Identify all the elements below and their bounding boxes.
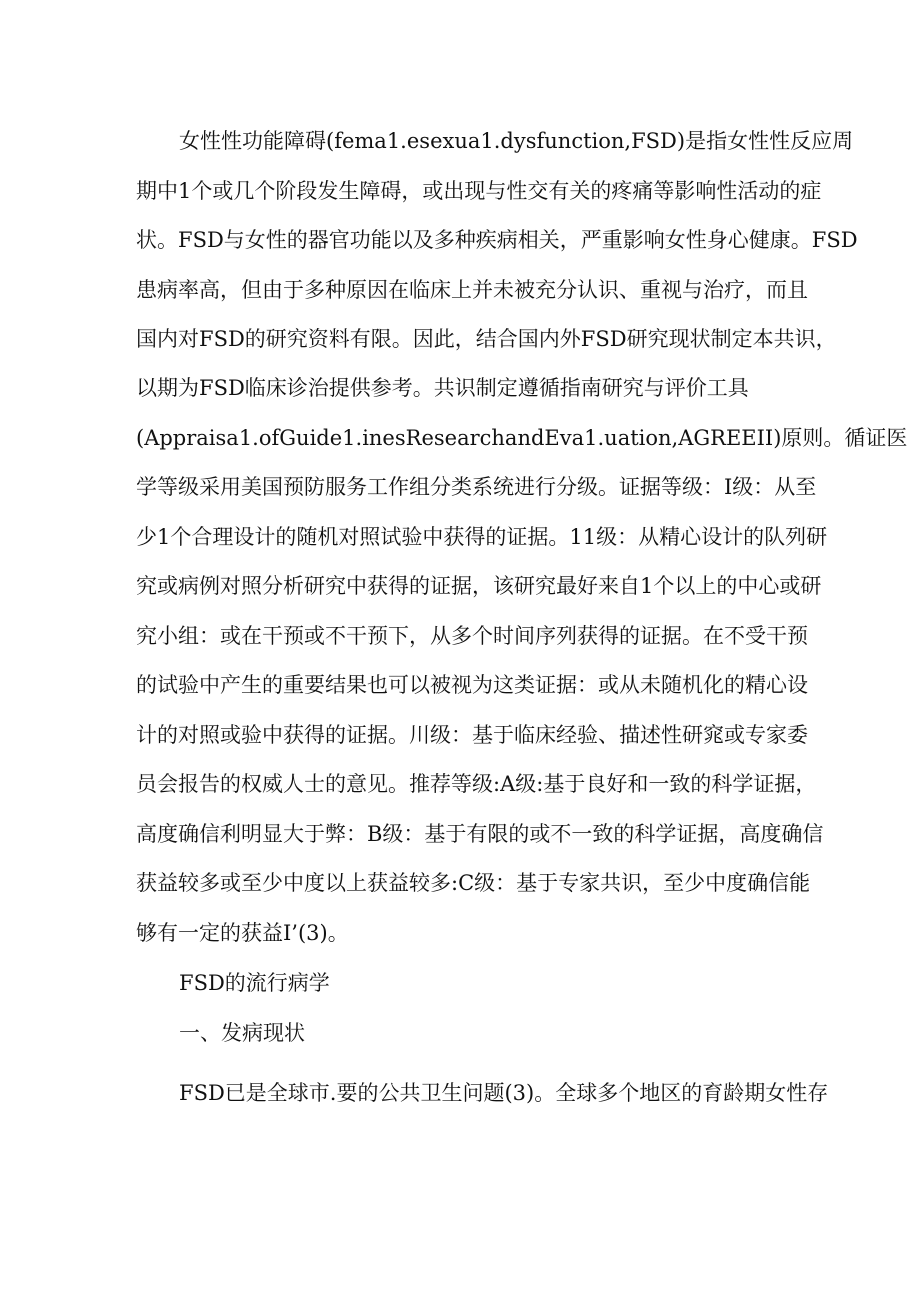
paragraph1-line-9: 少1个合理设计的随机对照试验中获得的证据。11级：从精心设计的队列研 [136, 525, 828, 549]
subsection-heading: 一、发病现状 [179, 1021, 305, 1045]
paragraph1-line-7: (Appraisa1.ofGuide1.inesResearchandEva1.uation,AGREEII)原则。循证医 [136, 426, 908, 450]
paragraph1-line-16: 获益较多或至少中度以上获益较多:C级：基于专家共识，至少中度确信能 [136, 871, 811, 895]
paragraph1-line-15: 高度确信利明显大于弊：B级：基于有限的或不一致的科学证据，高度确信 [136, 822, 824, 846]
paragraph1-line-11: 究小组：或在干预或不干预下，从多个时间序列获得的证据。在不受干预 [136, 624, 808, 648]
paragraph1-line-5: 国内对FSD的研究资料有限。因此，结合国内外FSD研究现状制定本共识， [136, 327, 837, 351]
paragraph1-line-12: 的试验中产生的重要结果也可以被视为这类证据：或从未随机化的精心设 [136, 673, 808, 697]
paragraph1-line-10: 究或病例对照分析研究中获得的证据，该研究最好来自1个以上的中心或研 [136, 574, 822, 598]
section-heading: FSD的流行病学 [179, 971, 330, 995]
paragraph1-line-2: 期中1个或几个阶段发生障碍，或出现与性交有关的疼痛等影响性活动的症 [136, 179, 822, 203]
paragraph1-line-13: 计的对照或验中获得的证据。川级：基于临床经验、描述性研窕或专家委 [136, 723, 808, 747]
paragraph2-line-1: FSD已是全球市.要的公共卫生问题(3)。全球多个地区的育龄期女性存 [179, 1081, 829, 1105]
paragraph1-line-4: 患病率高，但由于多种原因在临床上并未被充分认识、重视与治疗，而且 [136, 278, 808, 302]
paragraph1-line-3: 状。FSD与女性的器官功能以及多种疾病相关，严重影响女性身心健康。FSD [136, 228, 858, 252]
paragraph1-line-6: 以期为FSD临床诊治提供参考。共识制定遵循指南研究与评价工具 [136, 376, 749, 400]
paragraph1-line-14: 员会报告的权威人士的意见。推荐等级:A级:基于良好和一致的科学证据， [136, 772, 817, 796]
paragraph1-line-17: 够有一定的获益I’(3)。 [136, 921, 349, 945]
paragraph1-line-1: 女性性功能障碍(fema1.esexua1.dysfunction,FSD)是指女性性反应周 [179, 129, 854, 153]
paragraph1-line-8: 学等级采用美国预防服务工作组分类系统进行分级。证据等级：I级：从至 [136, 475, 817, 499]
